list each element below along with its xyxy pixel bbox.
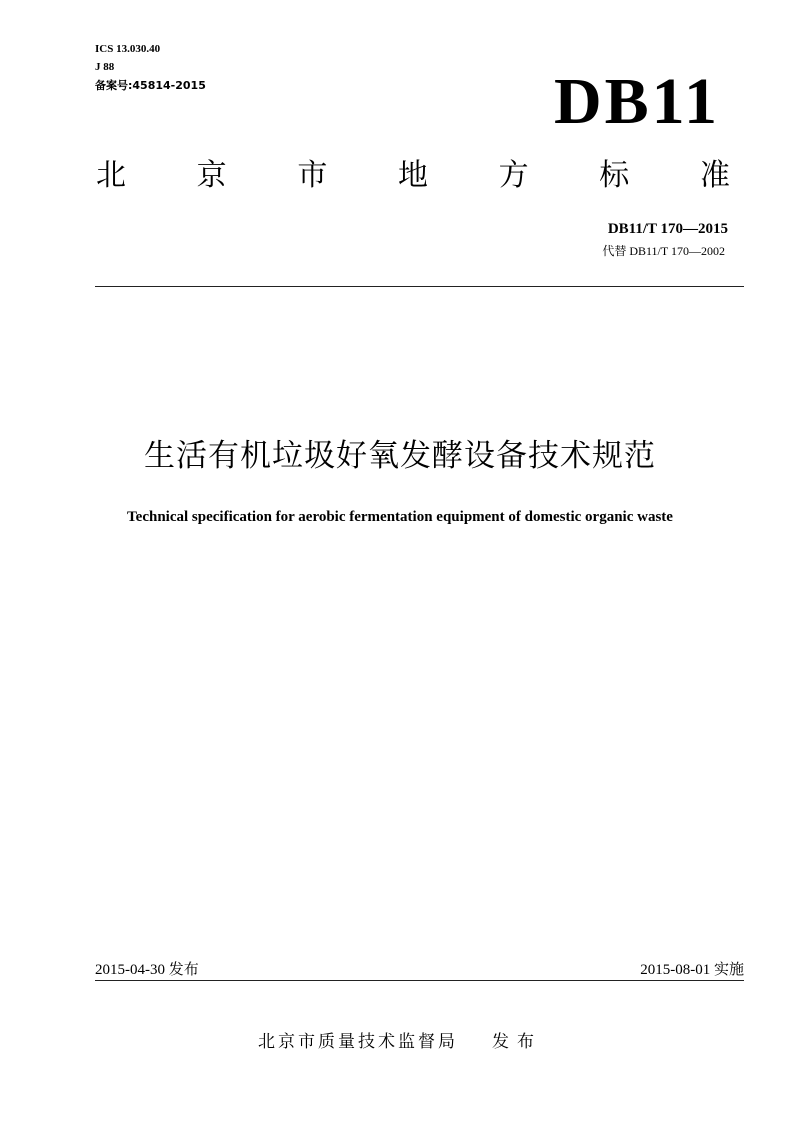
standard-type-char: 方	[498, 158, 529, 193]
ccs-code: J 88	[95, 61, 115, 73]
header-divider	[95, 286, 744, 287]
standard-type-char: 京	[196, 158, 227, 193]
implementation-date: 2015-08-01 实施	[640, 962, 744, 978]
publisher-name: 北京市质量技术监督局	[258, 1032, 458, 1052]
standard-type-char: 标	[599, 158, 630, 193]
standard-type-char: 地	[397, 158, 428, 193]
footer-divider	[95, 980, 744, 981]
document-title-zh: 生活有机垃圾好氧发酵设备技术规范	[144, 438, 656, 474]
publisher-line	[0, 1030, 800, 1054]
standard-logo: DB11	[553, 65, 720, 138]
standard-type-char: 市	[297, 158, 328, 193]
standard-type-char: 北	[96, 158, 126, 193]
standard-number: DB11/T 170—2015	[607, 221, 728, 237]
record-number: 备案号:45814-2015	[95, 79, 206, 92]
publish-action: 发布	[492, 1032, 542, 1052]
ics-code: ICS 13.030.40	[95, 43, 161, 55]
standard-type-char: 准	[699, 158, 730, 193]
document-title-en: Technical specification for aerobic fermentation equipment of domestic organic waste	[127, 509, 673, 525]
issue-date: 2015-04-30 发布	[95, 962, 199, 978]
standard-type-title	[96, 156, 730, 196]
replaces-standard: 代替 DB11/T 170—2002	[602, 244, 725, 258]
